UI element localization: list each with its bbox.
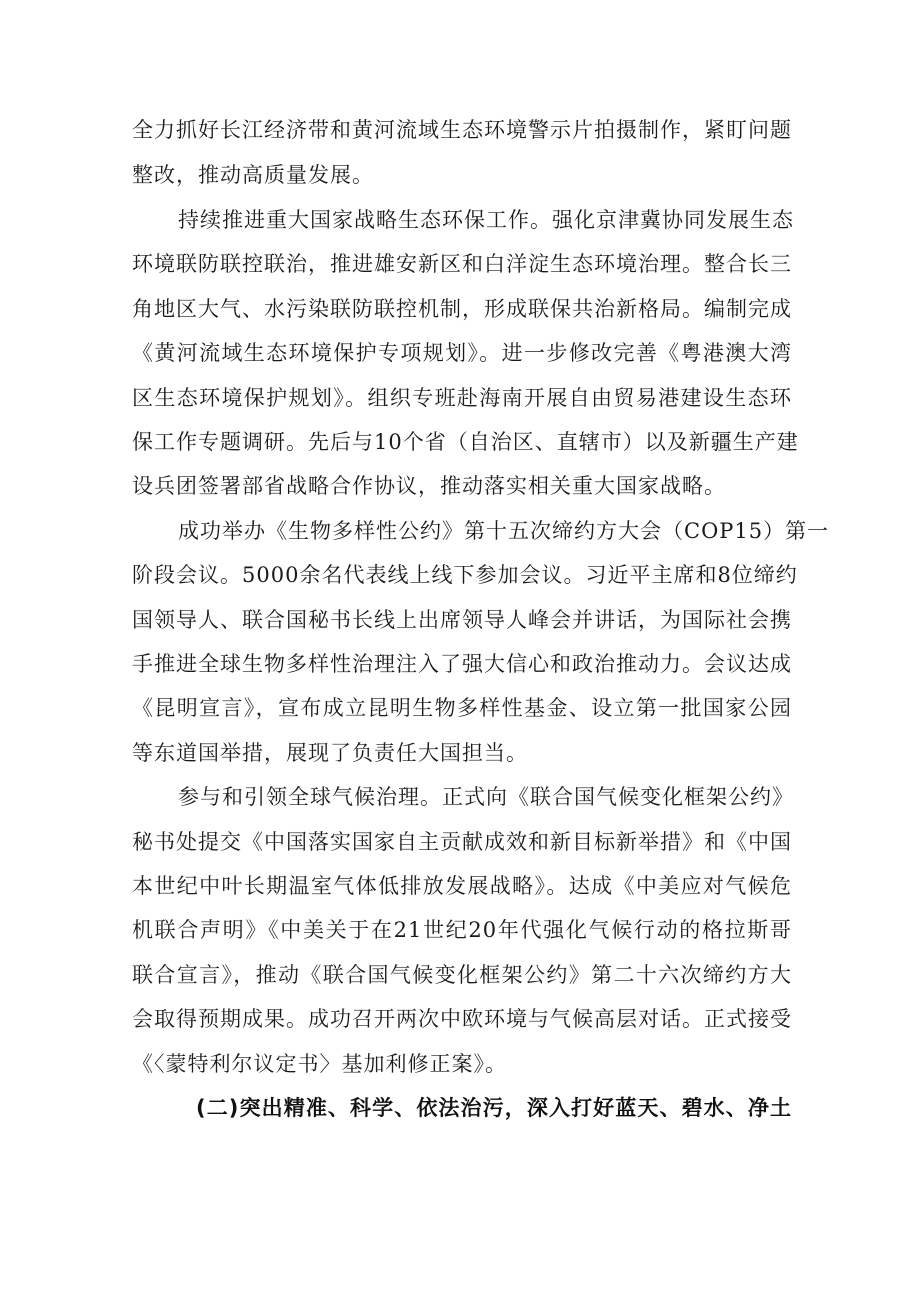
paragraph-3-line-2: 阶段会议。5000余名代表线上线下参加会议。习近平主席和8位缔约 [132, 563, 798, 587]
paragraph-2-line-1: 持续推进重大国家战略生态环保工作。强化京津冀协同发展生态 [178, 208, 794, 232]
paragraph-4-line-7: 《〈蒙特利尔议定书〉基加利修正案》。 [132, 1052, 507, 1076]
paragraph-4-line-1: 参与和引领全球气候治理。正式向《联合国气候变化框架公约》 [178, 785, 794, 809]
paragraph-4-line-5: 联合宣言》，推动《联合国气候变化框架公约》第二十六次缔约方大 [132, 963, 792, 987]
paragraph-3-line-5: 《昆明宣言》，宣布成立昆明生物多样性基金、设立第一批国家公园 [132, 696, 792, 720]
paragraph-4-line-4: 机联合声明》《中美关于在21世纪20年代强化气候行动的格拉斯哥 [132, 918, 792, 942]
paragraph-4-line-2: 秘书处提交《中国落实国家自主贡献成效和新目标新举措》和《中国 [132, 830, 792, 854]
paragraph-1-line-1: 全力抓好长江经济带和黄河流域生态环境警示片拍摄制作，紧盯问题 [132, 118, 792, 142]
paragraph-2-line-4: 《黄河流域生态环境保护专项规划》。进一步修改完善《粤港澳大湾 [132, 341, 792, 365]
paragraph-2-line-3: 角地区大气、水污染联防联控机制，形成联保共治新格局。编制完成 [132, 297, 792, 321]
paragraph-4-line-3: 本世纪中叶长期温室气体低排放发展战略》。达成《中美应对气候危 [132, 874, 792, 898]
paragraph-2-line-7: 设兵团签署部省战略合作协议，推动落实相关重大国家战略。 [132, 474, 726, 498]
paragraph-2-line-5: 区生态环境保护规划》。组织专班赴海南开展自由贸易港建设生态环 [132, 386, 792, 410]
paragraph-2-line-2: 环境联防联控联治，推进雄安新区和白洋淀生态环境治理。整合长三 [132, 252, 792, 276]
paragraph-4-line-6: 会取得预期成果。成功召开两次中欧环境与气候高层对话。正式接受 [132, 1007, 792, 1031]
paragraph-3-line-1: 成功举办《生物多样性公约》第十五次缔约方大会（COP15）第一 [178, 519, 830, 543]
paragraph-1-line-2: 整改，推动高质量发展。 [132, 163, 374, 187]
paragraph-3-line-4: 手推进全球生物多样性治理注入了强大信心和政治推动力。会议达成 [132, 652, 792, 676]
paragraph-2-line-6: 保工作专题调研。先后与10个省（自治区、直辖市）以及新疆生产建 [132, 430, 799, 454]
paragraph-3-line-6: 等东道国举措，展现了负责任大国担当。 [132, 741, 528, 765]
paragraph-3-line-3: 国领导人、联合国秘书长线上出席领导人峰会并讲话，为国际社会携 [132, 608, 792, 632]
section-heading: (二)突出精准、科学、依法治污，深入打好蓝天、碧水、净土 [196, 1096, 792, 1120]
